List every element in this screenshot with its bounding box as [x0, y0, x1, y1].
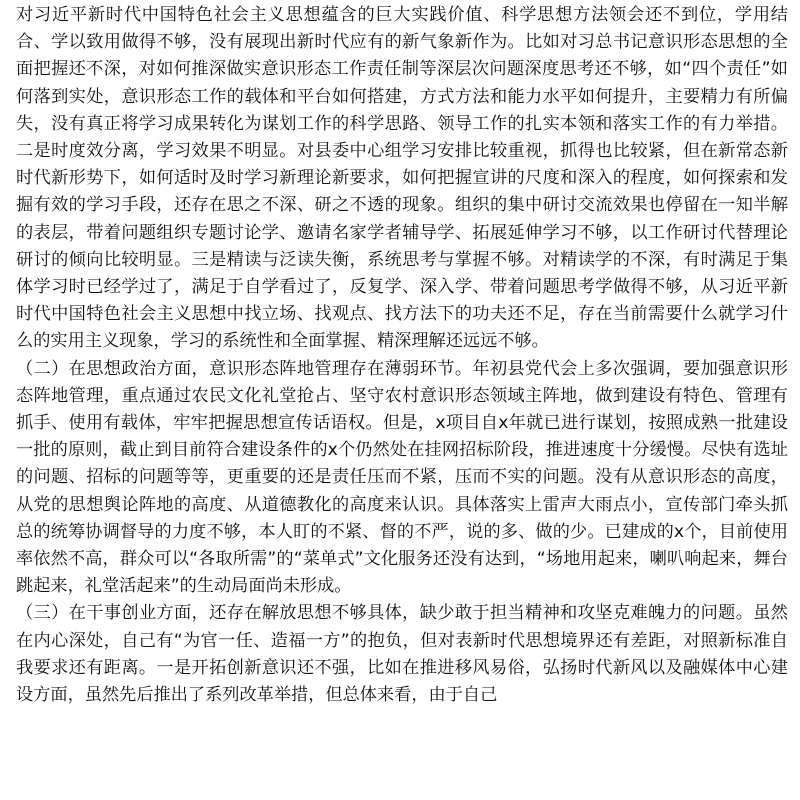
paragraph-1: 对习近平新时代中国特色社会主义思想蕴含的巨大实践价值、科学思想方法领会还不到位，学用结合、学以致用做得不够，没有展现出新时代应有的新气象新作为。比如对习总书记意识形态思想的全面把握还不深，对如何推深做实意识形态工作责任制等深层次问题深度思考还不够，如“四个责任”如何落到实处，意识形态工作的载体和平台如何搭建，方式方法和能力水平如何提升，主要精力有所偏失，没有真正将学习成果转化为谋划工作的科学思路、领导工作的扎实本领和落实工作的有力举措。二是时度效分离，学习效果不明显。对县委中心组学习安排比较重视，抓得也比较紧，但在新常态新时代新形势下，如何适时及时学习新理论新要求，如何把握宣讲的尺度和深入的程度，如何探索和发掘有效的学习手段，还存在思之不深、研之不透的现象。组织的集中研讨交流效果也停留在一知半解的表层，带着问题组织专题讨论学、邀请名家学者辅导学、拓展延伸学习不够，以工作研讨代替理论研讨的倾向比较明显。三是精读与泛读失衡，系统思考与掌握不够。对精读学的不深，有时满足于集体学习时已经学过了，满足于自学看过了，反复学、深入学、带着问题思考学做得不够，从习近平新时代中国特色社会主义思想中找立场、找观点、找方法下的功夫还不足，存在当前需要什么就学习什么的实用主义现象，学习的系统性和全面掌握、精深理解还远远不够。 [16, 5, 788, 352]
document-body [16, 2, 788, 800]
paragraph-3: （三）在干事创业方面，还存在解放思想不够具体，缺少敢于担当精神和攻坚克难魄力的问题。虽然在内心深处，自己有“为官一任、造福一方”的抱负，但对表新时代思想境界还有差距，对照新标准自我要求还有距离。一是开拓创新意识还不强，比如在推进移风易俗，弘扬时代新风以及融媒体中心建设方面，虽然先后推出了系列改革举措，但总体来看，由于自己 [16, 603, 788, 706]
paragraph-2: （二）在思想政治方面，意识形态阵地管理存在薄弱环节。年初县党代会上多次强调，要加强意识形态阵地管理，重点通过农民文化礼堂抢占、坚守农村意识形态领域主阵地，做到建设有特色、管理有抓手、使用有载体，牢牢把握思想宣传话语权。但是，x项目自x年就已进行谋划，按照成熟一批建设一批的原则，截止到目前符合建设条件的x个仍然处在挂网招标阶段，推进速度十分缓慢。尽快有选址的问题、招标的问题等等，更重要的还是责任压而不紧，压而不实的问题。没有从意识形态的高度，从党的思想舆论阵地的高度、从道德教化的高度来认识。具体落实上雷声大雨点小，宣传部门牵头抓总的统筹协调督导的力度不够，本人盯的不紧、督的不严，说的多、做的少。已建成的x个，目前使用率依然不高，群众可以“各取所需”的“菜单式”文化服务还没有达到，“场地用起来，喇叭响起来，舞台跳起来，礼堂活起来”的生动局面尚未形成。 [16, 358, 788, 597]
